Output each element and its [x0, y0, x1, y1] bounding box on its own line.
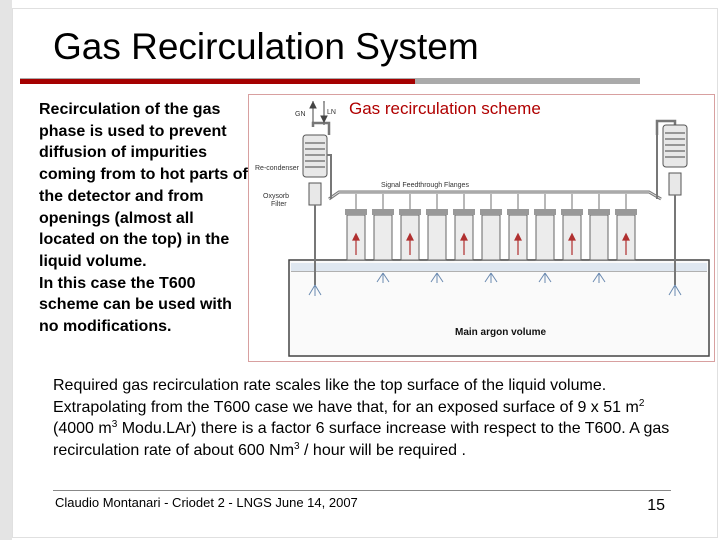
footer-text: Claudio Montanari - Criodet 2 - LNGS June 14, 2007 [55, 495, 358, 510]
recirculation-arrows [310, 102, 327, 122]
body-part-3: Modu.LAr) there is a factor 6 surface increase with respect to the T600. A gas recirculation rate of about 600 Nm [53, 420, 670, 459]
page-number: 15 [647, 497, 665, 514]
title-underline-red [20, 79, 415, 84]
left-paragraph-2: In this case the T600 scheme can be used with no modifications. [39, 274, 232, 336]
diagram-drawing [249, 95, 714, 361]
left-frame-band [0, 0, 12, 540]
main-argon-volume-label: Main argon volume [455, 327, 547, 338]
body-part-2: (4000 m [53, 420, 112, 438]
ln2-label: LN [327, 109, 336, 116]
oxysorb-label-line1: Oxysorb [263, 193, 290, 200]
left-paragraph-1: Recirculation of the gas phase is used to prevent diffusion of impurities coming from to hot parts of the detector and from openings (almost all located on the top) in the liquid volume. [39, 101, 248, 270]
gas-recirculation-diagram [248, 94, 715, 362]
feedthrough-chimneys [347, 215, 635, 260]
body-sup-1: 2 [638, 397, 645, 409]
left-text-block [39, 99, 249, 338]
oxysorb-label-line2: Filter [271, 201, 287, 208]
argon-vessel [289, 260, 709, 356]
body-part-4: / hour will be required . [299, 441, 466, 459]
chimney-links [356, 194, 626, 209]
diagram-caption: Gas recirculation scheme [349, 99, 541, 118]
feedthrough-label: Signal Feedthrough Flanges [381, 182, 469, 189]
gas-phase-band [291, 263, 707, 271]
body-part-1: Required gas recirculation rate scales like the top surface of the liquid volume. Extrapolating from the T600 case we have that, for an exposed surface of 9 x 51 m [53, 377, 639, 416]
body-sup-3: 3 [294, 440, 300, 452]
body-paragraph [53, 375, 683, 461]
recondenser-label: Re-condenser [255, 165, 299, 172]
gn2-label: GN [295, 111, 306, 118]
footer-divider [53, 490, 671, 491]
header-pipe [329, 192, 661, 199]
body-sup-2: 3 [111, 419, 118, 431]
slide-title: Gas Recirculation System [53, 26, 479, 67]
left-recirculation-unit [303, 101, 331, 285]
chimney-caps [345, 209, 637, 215]
